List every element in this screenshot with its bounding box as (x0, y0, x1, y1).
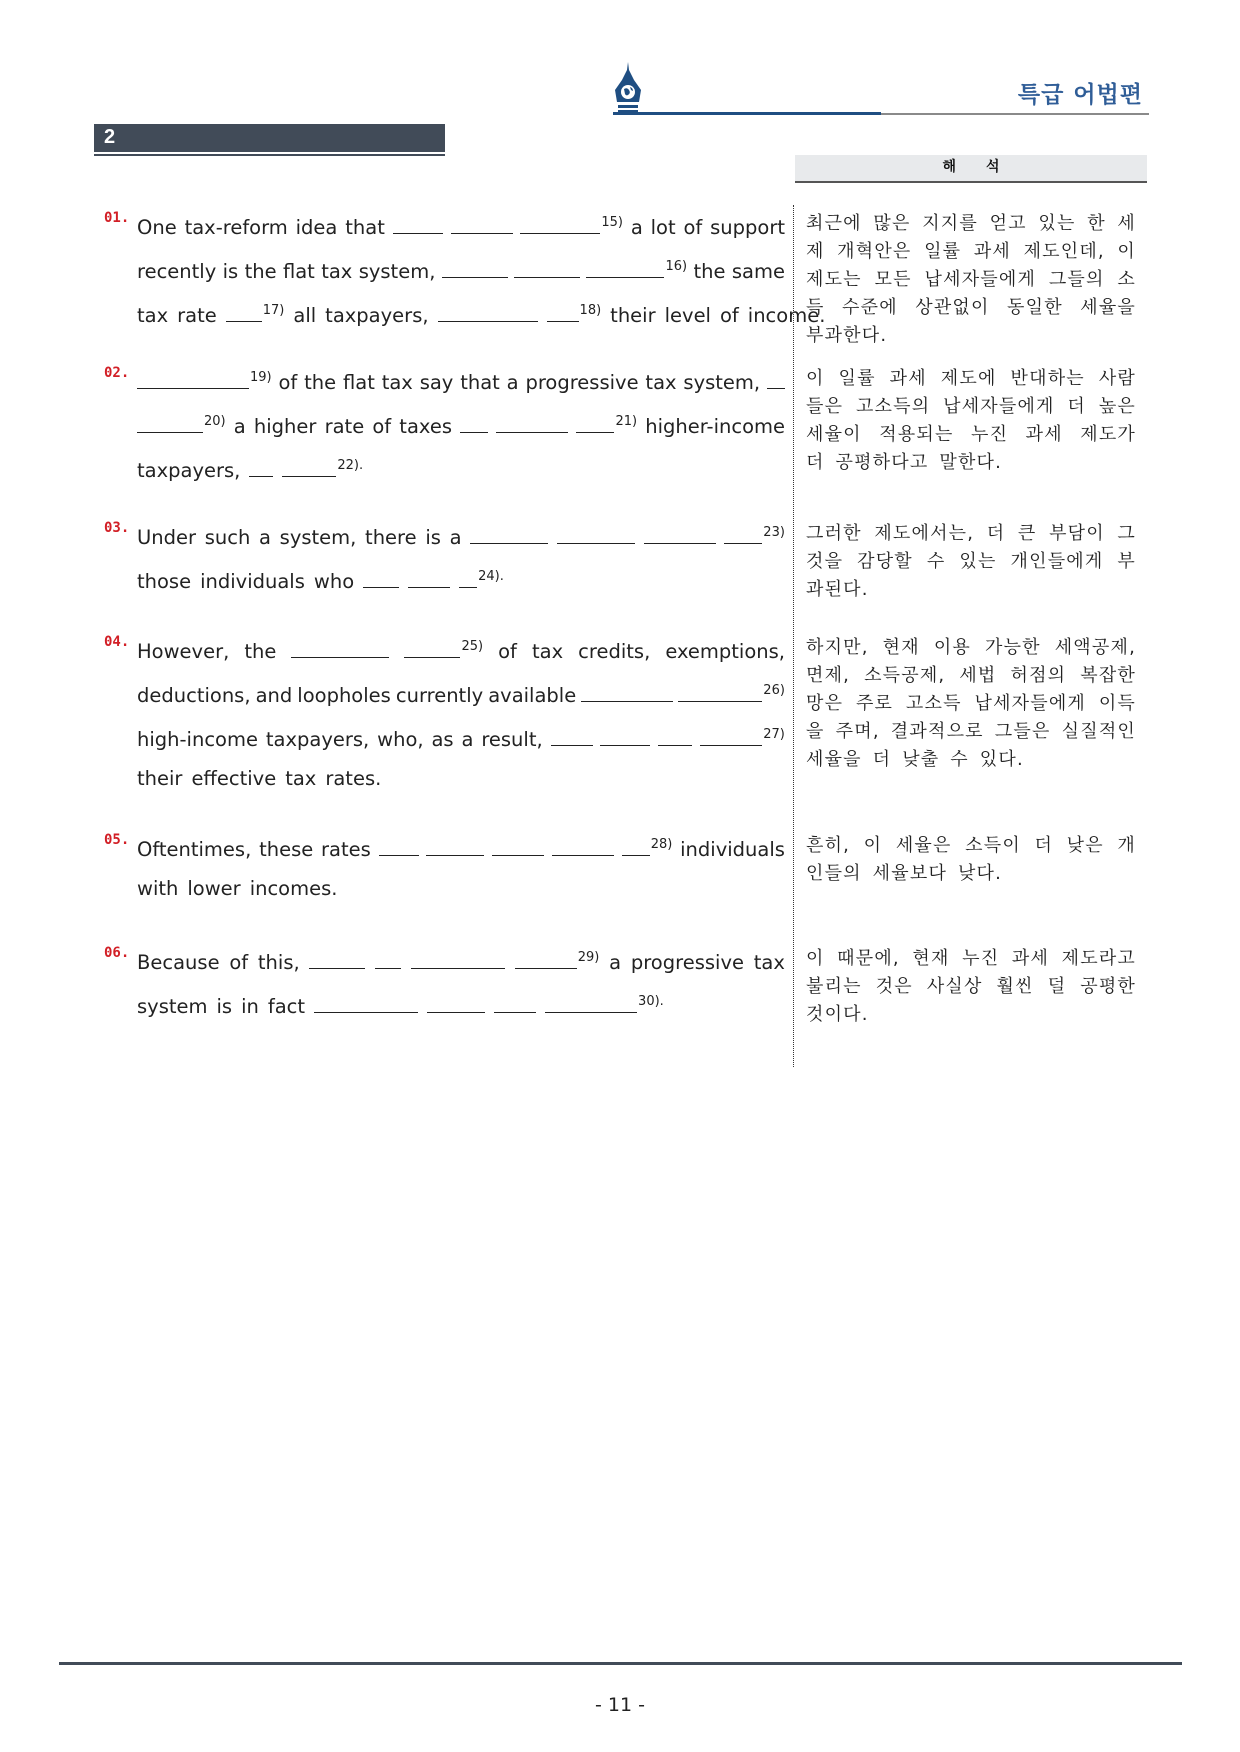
korean-translation: 그러한 제도에서는, 더 큰 부담이 그것을 감당할 수 있는 개인들에게 부과된다. (806, 523, 1136, 600)
word: taxpayers, (265, 728, 370, 751)
fill-in-blank[interactable] (496, 414, 568, 433)
blank-number: 22). (337, 458, 364, 473)
blank-group (496, 412, 568, 442)
fill-in-blank[interactable] (438, 303, 538, 322)
word: flat (342, 371, 375, 394)
word: a (449, 526, 462, 549)
word: with (137, 877, 179, 900)
sentence-line (137, 720, 785, 764)
exercise-sentence (137, 943, 785, 1031)
word: these (259, 838, 314, 861)
fill-in-blank[interactable] (426, 837, 484, 856)
word: say (419, 371, 454, 394)
word: their (137, 767, 183, 790)
fill-in-blank[interactable] (459, 569, 477, 588)
word: that (460, 371, 500, 394)
korean-translation: 하지만, 현재 이용 가능한 세액공제, 면제, 소득공제, 세법 허점의 복잡한 망은 주로 고소득 납세자들에게 이득을 주며, 결과적으로 그들은 실질적인 세율을 더 낮출 수 있다. (806, 637, 1136, 770)
blank-group (393, 213, 443, 243)
blank-group (576, 407, 637, 442)
word: incomes. (249, 877, 338, 900)
word: idea (295, 216, 338, 239)
exercise-number: 04. (104, 634, 130, 650)
fill-in-blank[interactable] (411, 950, 505, 969)
footer-rule (59, 1662, 1182, 1665)
sentence-line (137, 676, 785, 720)
blank-group (137, 363, 272, 398)
fill-in-blank[interactable] (586, 259, 664, 278)
sentence-line (137, 252, 785, 296)
korean-translation: 최근에 많은 지지를 얻고 있는 한 세제 개혁안은 일률 과세 제도인데, 이 제도는 모든 납세자들에게 그들의 소득 수준에 상관없이 동일한 세율을 부과한다. (806, 213, 1136, 346)
translation-header (795, 155, 1147, 183)
section-bar (94, 124, 445, 154)
blank-number: 25) (461, 639, 484, 654)
fill-in-blank[interactable] (622, 837, 650, 856)
fill-in-blank[interactable] (520, 215, 600, 234)
word: a (609, 951, 622, 974)
word: in (241, 995, 259, 1018)
fill-in-blank[interactable] (137, 370, 249, 389)
word: their (610, 304, 656, 327)
korean-translation: 이 때문에, 현재 누진 과세 제도라고 불리는 것은 사실상 훨씬 덜 공평한 것이다. (806, 948, 1136, 1025)
blank-group (552, 835, 614, 865)
blank-number: 18) (579, 303, 602, 318)
blank-group (678, 676, 785, 711)
fill-in-blank[interactable] (291, 639, 389, 658)
exercise-sentence (137, 632, 785, 808)
sentence-line (137, 562, 785, 606)
word: progressive (630, 951, 744, 974)
word: system (137, 995, 208, 1018)
word: individuals (200, 570, 305, 593)
word: available (488, 684, 577, 707)
word: Because (137, 951, 220, 974)
blank-group (492, 835, 544, 865)
word: the (244, 260, 277, 283)
word: deductions, (137, 684, 251, 707)
blank-number: 20) (204, 414, 226, 429)
word: income. (747, 304, 826, 327)
blank-group (460, 412, 488, 442)
sentence-line (137, 943, 785, 987)
word: higher (253, 415, 317, 438)
word: of (372, 415, 392, 438)
blank-group (408, 567, 450, 597)
word: Oftentimes, (137, 838, 252, 861)
word: support (710, 216, 785, 239)
word: individuals (680, 838, 785, 861)
word: who, (377, 728, 424, 751)
blank-number: 16) (665, 259, 688, 274)
word: system, (358, 260, 436, 283)
fill-in-blank[interactable] (552, 837, 614, 856)
sentence-line (137, 874, 785, 918)
word: rates. (325, 767, 382, 790)
exercise-number: 01. (104, 210, 130, 226)
exercise-number: 03. (104, 520, 130, 536)
blank-group (586, 252, 687, 287)
word: tax (285, 767, 317, 790)
blank-group (282, 451, 363, 486)
fill-in-blank[interactable] (600, 727, 650, 746)
fill-in-blank[interactable] (460, 414, 488, 433)
word: result, (481, 728, 543, 751)
fill-in-blank[interactable] (700, 727, 762, 746)
fill-in-blank[interactable] (137, 414, 203, 433)
blank-group (438, 301, 538, 331)
fill-in-blank[interactable] (551, 727, 593, 746)
fill-in-blank[interactable] (515, 950, 577, 969)
fill-in-blank[interactable] (393, 215, 443, 234)
word: of (278, 371, 298, 394)
word: of (498, 640, 517, 663)
blank-group (411, 948, 505, 978)
fill-in-blank[interactable] (547, 303, 579, 322)
word: who (313, 570, 355, 593)
fill-in-blank[interactable] (644, 525, 716, 544)
blank-group (622, 830, 673, 865)
fill-in-blank[interactable] (494, 994, 536, 1013)
exercise-sentence (137, 208, 826, 340)
blank-group (545, 987, 664, 1022)
korean-translation: 흔히, 이 세율은 소득이 더 낮은 개인들의 세율보다 낮다. (806, 835, 1136, 884)
blank-group (581, 681, 673, 711)
fill-in-blank[interactable] (427, 994, 485, 1013)
word: of (683, 216, 703, 239)
word: and (255, 684, 293, 707)
word: recently (137, 260, 217, 283)
word: tax (137, 304, 169, 327)
word: a (233, 415, 246, 438)
blank-group (379, 835, 419, 865)
word: of (719, 304, 739, 327)
blank-group (426, 835, 484, 865)
section-number: 2 (104, 126, 116, 148)
word: system, (683, 371, 761, 394)
blank-group (427, 992, 485, 1022)
word: tax (381, 371, 413, 394)
korean-translation: 이 일률 과세 제도에 반대하는 사람들은 고소득의 납세자들에게 더 높은 세율이 적용되는 누진 과세 제도가 더 공평하다고 말한다. (806, 368, 1136, 473)
blank-number: 30). (638, 994, 664, 1009)
blank-group (724, 518, 785, 553)
fill-in-blank[interactable] (514, 259, 580, 278)
exercise-sentence (137, 830, 785, 918)
word: tax (321, 260, 353, 283)
blank-number: 27) (763, 727, 785, 742)
sentence-line (137, 363, 785, 407)
blank-group (767, 368, 785, 398)
exercise-number: 02. (104, 365, 130, 381)
fill-in-blank[interactable] (375, 950, 401, 969)
word: the (304, 371, 337, 394)
page-header-title: 특급 어법편 (1017, 82, 1143, 108)
blank-group (459, 562, 504, 597)
word: the (244, 640, 277, 663)
blank-group (137, 407, 226, 442)
word: a (630, 216, 643, 239)
sentence-line (137, 987, 785, 1031)
blank-number: 24). (478, 569, 504, 584)
page-number: - 11 - (595, 1694, 645, 1716)
word: system, (279, 526, 357, 549)
word: However, (137, 640, 230, 663)
sentence-line (137, 407, 785, 451)
exercise-number: 05. (104, 832, 130, 848)
blank-group (514, 257, 580, 287)
fill-in-blank[interactable] (408, 569, 450, 588)
fill-in-blank[interactable] (442, 259, 508, 278)
blank-group (249, 456, 273, 486)
fill-in-blank[interactable] (658, 727, 692, 746)
word: high-income (137, 728, 258, 751)
word: fact (267, 995, 306, 1018)
sentence-line (137, 208, 785, 252)
word: exemptions, (665, 640, 785, 663)
exercise-number: 06. (104, 945, 130, 961)
blank-number: 15) (601, 215, 623, 230)
fill-in-blank[interactable] (492, 837, 544, 856)
word: of (229, 951, 249, 974)
fill-in-blank[interactable] (379, 837, 419, 856)
blank-group (551, 725, 593, 755)
word: the (693, 260, 726, 283)
blank-group (515, 943, 600, 978)
fill-in-blank[interactable] (576, 414, 614, 433)
word: same (731, 260, 785, 283)
word: Under (137, 526, 197, 549)
blank-group (658, 725, 692, 755)
word: a (259, 526, 271, 549)
word: rate (177, 304, 217, 327)
blank-group (700, 720, 785, 755)
blank-group (375, 948, 401, 978)
blank-group (404, 632, 483, 667)
header-rule (881, 113, 1149, 115)
fill-in-blank[interactable] (282, 458, 336, 477)
exercise-sentence (137, 518, 785, 606)
fill-in-blank[interactable] (314, 994, 418, 1013)
word: progressive (525, 371, 639, 394)
fill-in-blank[interactable] (451, 215, 513, 234)
blank-group (547, 296, 602, 331)
translation-header-label: 해석 (942, 159, 1030, 175)
blank-group (520, 208, 623, 243)
word: loopholes (297, 684, 391, 707)
sentence-line (137, 830, 785, 874)
fill-in-blank[interactable] (249, 458, 273, 477)
word: One (137, 216, 177, 239)
word: level (664, 304, 711, 327)
word: effective (191, 767, 277, 790)
header-rule-accent (613, 112, 881, 115)
fill-in-blank[interactable] (545, 994, 637, 1013)
blank-group (644, 523, 716, 553)
word: is (425, 526, 441, 549)
sentence-line (137, 764, 785, 808)
fill-in-blank[interactable] (404, 639, 460, 658)
word: tax (531, 640, 564, 663)
fill-in-blank[interactable] (309, 950, 365, 969)
word: tax (753, 951, 785, 974)
sentence-line (137, 632, 785, 676)
word: tax (645, 371, 677, 394)
blank-group (309, 948, 365, 978)
blank-group (363, 567, 399, 597)
blank-group (226, 296, 285, 331)
blank-group (291, 637, 389, 667)
fill-in-blank[interactable] (581, 683, 673, 702)
exercise-sentence (137, 363, 785, 495)
blank-number: 19) (250, 370, 272, 385)
pen-nib-globe-icon (612, 62, 644, 114)
fill-in-blank[interactable] (470, 525, 548, 544)
blank-number: 21) (615, 414, 638, 429)
blank-group (494, 992, 536, 1022)
word: higher-income (645, 415, 785, 438)
word: rate (324, 415, 365, 438)
blank-group (451, 213, 513, 243)
word: taxpayers, (325, 304, 429, 327)
sentence-line (137, 518, 785, 562)
word: a (506, 371, 519, 394)
sentence-line (137, 296, 826, 340)
word: that (345, 216, 385, 239)
blank-group (600, 725, 650, 755)
blank-number: 26) (763, 683, 785, 698)
blank-group (557, 523, 635, 553)
word: such (204, 526, 251, 549)
word: is (216, 995, 233, 1018)
blank-number: 29) (577, 950, 600, 965)
word: tax-reform (184, 216, 288, 239)
word: currently (395, 684, 484, 707)
blank-group (442, 257, 508, 287)
blank-number: 28) (650, 837, 673, 852)
word: those (137, 570, 192, 593)
word: credits, (578, 640, 651, 663)
fill-in-blank[interactable] (226, 303, 262, 322)
word: lot (650, 216, 676, 239)
blank-number: 23) (763, 525, 785, 540)
word: taxpayers, (137, 459, 241, 482)
word: there (365, 526, 417, 549)
sentence-line (137, 451, 785, 495)
blank-group (470, 523, 548, 553)
word: a (461, 728, 474, 751)
column-divider (793, 205, 794, 1067)
word: all (293, 304, 317, 327)
fill-in-blank[interactable] (557, 525, 635, 544)
word: is (222, 260, 239, 283)
blank-number: 17) (262, 303, 285, 318)
word: taxes (399, 415, 452, 438)
word: rates (321, 838, 371, 861)
blank-group (314, 992, 418, 1022)
word: this, (257, 951, 300, 974)
fill-in-blank[interactable] (678, 683, 762, 702)
fill-in-blank[interactable] (363, 569, 399, 588)
word: flat (282, 260, 315, 283)
fill-in-blank[interactable] (724, 525, 762, 544)
fill-in-blank[interactable] (767, 370, 785, 389)
word: as (431, 728, 454, 751)
word: lower (187, 877, 241, 900)
